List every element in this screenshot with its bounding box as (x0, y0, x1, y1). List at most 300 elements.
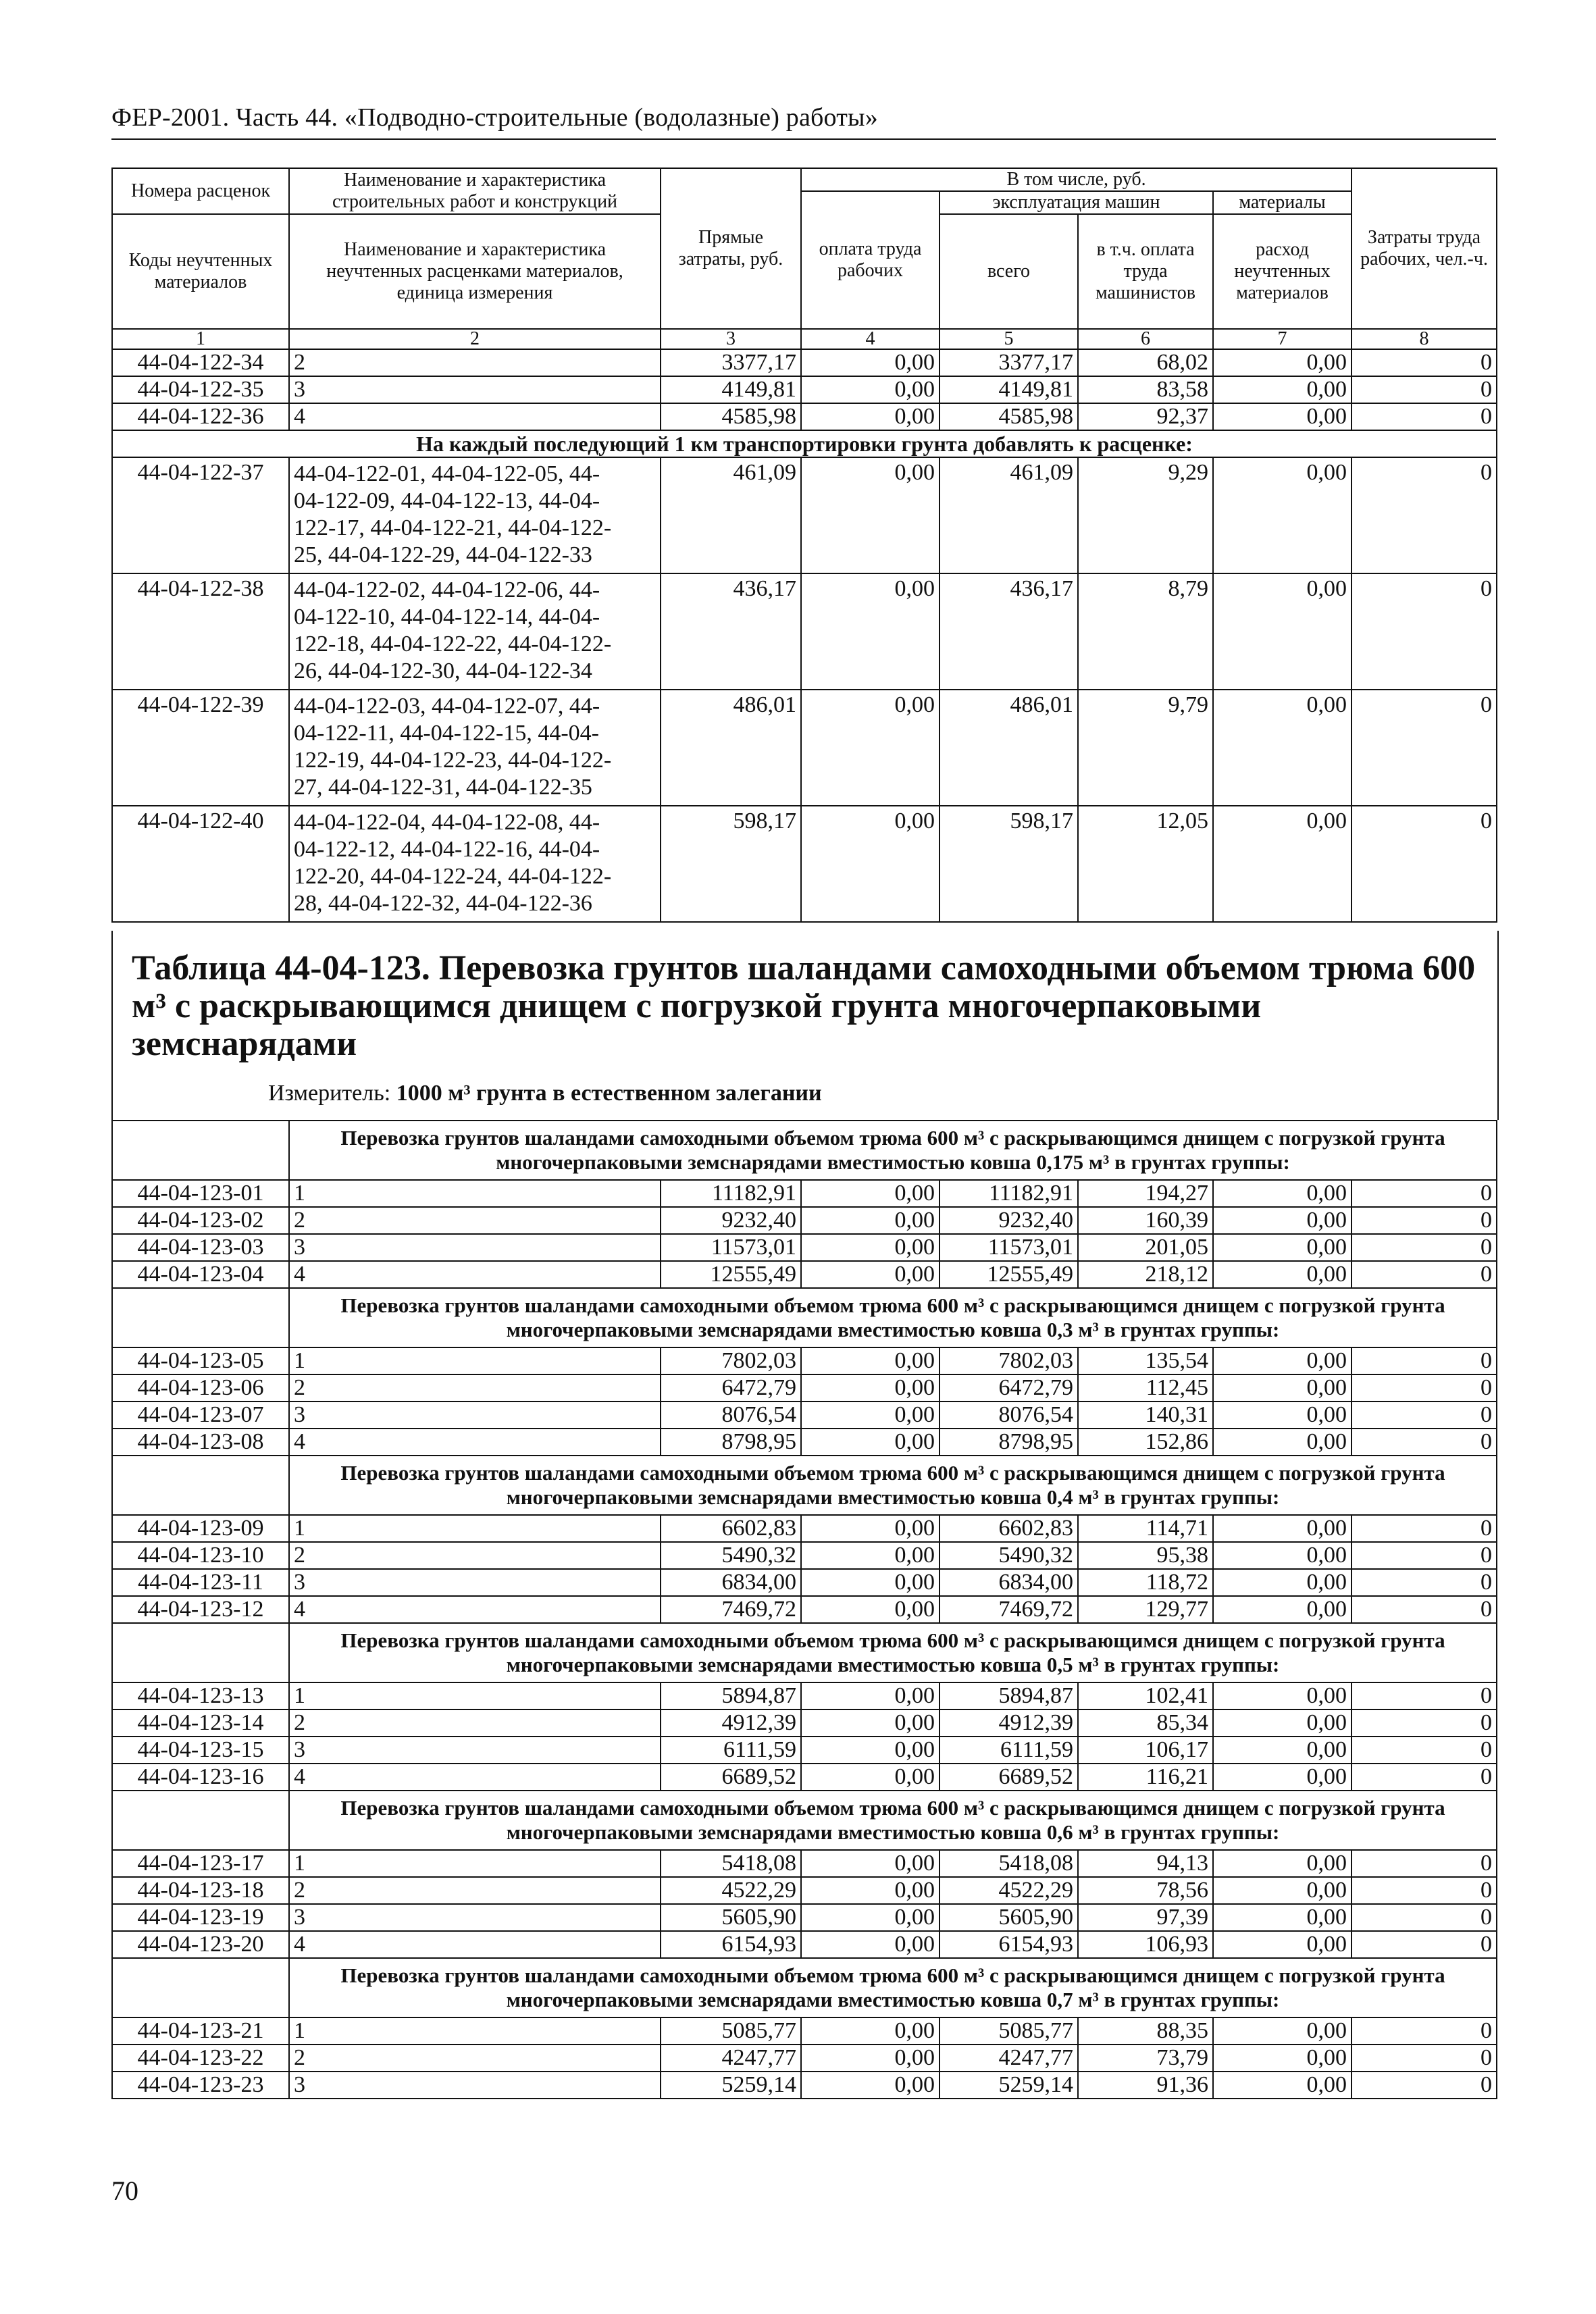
cell-rate-name: 4 (289, 1429, 661, 1456)
table-row (112, 1682, 1497, 1709)
cell-rate-name: 4 (289, 1596, 661, 1623)
cell-labor-pay: 0,00 (801, 2017, 939, 2045)
cell-machines-total: 4522,29 (939, 1877, 1078, 1904)
cell-materials: 0,00 (1213, 1931, 1352, 1958)
cell-rate-code: 44-04-123-04 (112, 1261, 289, 1288)
cell-direct-costs: 7469,72 (661, 1596, 801, 1623)
cell-machines-total: 6472,79 (939, 1374, 1078, 1402)
col-header-machines-total: всего (939, 214, 1078, 329)
table-row (112, 1180, 1497, 1207)
cell-rate-code: 44-04-123-05 (112, 1347, 289, 1374)
cell-labor-pay: 0,00 (801, 1709, 939, 1737)
cell-materials: 0,00 (1213, 1234, 1352, 1261)
cell-machines-total: 7469,72 (939, 1596, 1078, 1623)
cell-labor-pay: 0,00 (801, 457, 939, 573)
cell-materials: 0,00 (1213, 1402, 1352, 1429)
cell-materials: 0,00 (1213, 1261, 1352, 1288)
section-heading: Перевозка грунтов шаландами самоходными объемом трюма 600 м³ с раскрывающимся днищем с погрузкой грунта многочерпаковыми земснарядами вместимостью ковша 0,7 м³ в грунтах группы: (289, 1958, 1497, 2017)
cell-machines-total: 6834,00 (939, 1569, 1078, 1596)
table-body (112, 349, 1497, 922)
cell-machinist-pay: 140,31 (1078, 1402, 1213, 1429)
cell-labor-pay: 0,00 (801, 1374, 939, 1402)
cell-rate-code: 44-04-123-14 (112, 1709, 289, 1737)
section-heading-row (112, 1623, 1497, 1682)
cell-rate-code: 44-04-123-07 (112, 1402, 289, 1429)
cell-materials: 0,00 (1213, 806, 1352, 922)
col-header-machinist-pay: в т.ч. оплата труда машинистов (1078, 214, 1213, 329)
table-row (112, 573, 1497, 690)
cell-rate-code: 44-04-123-09 (112, 1515, 289, 1542)
cell-materials: 0,00 (1213, 1180, 1352, 1207)
cell-labor-hours: 0 (1352, 1737, 1497, 1764)
cell-rate-name: 1 (289, 1850, 661, 1877)
cell-rate-code: 44-04-123-06 (112, 1374, 289, 1402)
section-heading-row (112, 1456, 1497, 1515)
cell-labor-hours: 0 (1352, 403, 1497, 430)
cell-machines-total: 6111,59 (939, 1737, 1078, 1764)
cell-machinist-pay: 114,71 (1078, 1515, 1213, 1542)
table-title (132, 950, 1483, 1063)
cell-rate-name: 2 (289, 1709, 661, 1737)
cell-direct-costs: 11573,01 (661, 1234, 801, 1261)
cell-materials: 0,00 (1213, 1596, 1352, 1623)
table-row (112, 2017, 1497, 2045)
cell-materials: 0,00 (1213, 1374, 1352, 1402)
cell-machines-total: 5259,14 (939, 2072, 1078, 2099)
cell-machines-total: 3377,17 (939, 349, 1078, 376)
cell-labor-pay: 0,00 (801, 1682, 939, 1709)
table-row (112, 1374, 1497, 1402)
section-heading-row (112, 1958, 1497, 2017)
cell-direct-costs: 6154,93 (661, 1931, 801, 1958)
cell-rate-code: 44-04-123-10 (112, 1542, 289, 1569)
cell-materials: 0,00 (1213, 376, 1352, 403)
cell-machinist-pay: 85,34 (1078, 1709, 1213, 1737)
cell-rate-code: 44-04-122-37 (112, 457, 289, 573)
cell-machines-total: 4912,39 (939, 1709, 1078, 1737)
empty-cell (112, 1623, 289, 1682)
cell-labor-hours: 0 (1352, 1569, 1497, 1596)
cell-labor-pay: 0,00 (801, 1402, 939, 1429)
cell-labor-hours: 0 (1352, 1180, 1497, 1207)
cell-direct-costs: 8076,54 (661, 1402, 801, 1429)
cell-labor-pay: 0,00 (801, 1931, 939, 1958)
table-row (112, 806, 1497, 922)
cell-materials: 0,00 (1213, 403, 1352, 430)
cell-rate-code: 44-04-123-23 (112, 2072, 289, 2099)
cell-rate-code: 44-04-123-21 (112, 2017, 289, 2045)
cell-direct-costs: 9232,40 (661, 1207, 801, 1234)
cell-labor-pay: 0,00 (801, 1737, 939, 1764)
cell-labor-pay: 0,00 (801, 1207, 939, 1234)
col-number: 1 (112, 329, 289, 349)
section-heading-row (112, 1791, 1497, 1850)
table-row (112, 1261, 1497, 1288)
col-number: 7 (1213, 329, 1352, 349)
cell-labor-hours: 0 (1352, 1764, 1497, 1791)
cell-rate-name: 3 (289, 1569, 661, 1596)
cell-materials: 0,00 (1213, 1207, 1352, 1234)
measure-value: 1000 м³ грунта в естественном залегании (396, 1081, 822, 1106)
cell-machines-total: 4247,77 (939, 2045, 1078, 2072)
cell-labor-hours: 0 (1352, 1515, 1497, 1542)
cell-labor-pay: 0,00 (801, 376, 939, 403)
table-row (112, 1764, 1497, 1791)
empty-cell (112, 1288, 289, 1347)
cell-materials: 0,00 (1213, 1904, 1352, 1931)
cell-rate-code: 44-04-123-01 (112, 1180, 289, 1207)
cell-machinist-pay: 116,21 (1078, 1764, 1213, 1791)
cell-machinist-pay: 83,58 (1078, 376, 1213, 403)
page-number: 70 (111, 2176, 138, 2206)
cell-materials: 0,00 (1213, 1429, 1352, 1456)
col-number: 2 (289, 329, 661, 349)
section-heading: Перевозка грунтов шаландами самоходными объемом трюма 600 м³ с раскрывающимся днищем с погрузкой грунта многочерпаковыми земснарядами вместимостью ковша 0,175 м³ в грунтах группы: (289, 1121, 1497, 1180)
cell-direct-costs: 3377,17 (661, 349, 801, 376)
table-row (112, 403, 1497, 430)
cell-direct-costs: 6472,79 (661, 1374, 801, 1402)
table-row (112, 1904, 1497, 1931)
header-rule (111, 138, 1496, 140)
cell-machines-total: 5894,87 (939, 1682, 1078, 1709)
cell-rate-code: 44-04-122-35 (112, 376, 289, 403)
cell-rate-code: 44-04-123-03 (112, 1234, 289, 1261)
cell-rate-name: 2 (289, 1374, 661, 1402)
col-header-machines: эксплуатация машин (939, 191, 1213, 214)
empty-cell (112, 1121, 289, 1180)
cell-direct-costs: 5085,77 (661, 2017, 801, 2045)
section-heading: Перевозка грунтов шаландами самоходными объемом трюма 600 м³ с раскрывающимся днищем с погрузкой грунта многочерпаковыми земснарядами вместимостью ковша 0,4 м³ в грунтах группы: (289, 1456, 1497, 1515)
table-header (112, 168, 1497, 349)
cell-labor-hours: 0 (1352, 1596, 1497, 1623)
cell-materials: 0,00 (1213, 1347, 1352, 1374)
cell-materials: 0,00 (1213, 1850, 1352, 1877)
col-header-materials: материалы (1213, 191, 1352, 214)
cell-labor-pay: 0,00 (801, 806, 939, 922)
cell-rate-name: 3 (289, 1904, 661, 1931)
table-row (112, 1877, 1497, 1904)
measure-unit (268, 1081, 822, 1106)
cell-machinist-pay: 94,13 (1078, 1850, 1213, 1877)
col-number: 4 (801, 329, 939, 349)
table-row (112, 1569, 1497, 1596)
cell-machines-total: 5418,08 (939, 1850, 1078, 1877)
cell-rate-code: 44-04-122-38 (112, 573, 289, 690)
cell-rate-name: 2 (289, 1207, 661, 1234)
cell-machinist-pay: 9,79 (1078, 690, 1213, 806)
cell-machinist-pay: 102,41 (1078, 1682, 1213, 1709)
cell-labor-hours: 0 (1352, 376, 1497, 403)
cell-direct-costs: 6111,59 (661, 1737, 801, 1764)
cell-labor-hours: 0 (1352, 1682, 1497, 1709)
cell-labor-pay: 0,00 (801, 1515, 939, 1542)
cell-machines-total: 8798,95 (939, 1429, 1078, 1456)
cell-machinist-pay: 106,93 (1078, 1931, 1213, 1958)
cell-machinist-pay: 9,29 (1078, 457, 1213, 573)
table-row (112, 1931, 1497, 1958)
table-row (112, 2045, 1497, 2072)
cell-direct-costs: 6689,52 (661, 1764, 801, 1791)
cell-labor-pay: 0,00 (801, 573, 939, 690)
col-header-labor-pay: оплата труда рабочих (801, 191, 939, 329)
cell-labor-pay: 0,00 (801, 2045, 939, 2072)
cell-machines-total: 5490,32 (939, 1542, 1078, 1569)
table-title-text: Перевозка грунтов шаландами самоходными объемом трюма 600 м³ с раскрывающимся днищем с погрузкой грунта многочерпаковыми земснарядами (132, 949, 1476, 1063)
cell-rate-code: 44-04-123-08 (112, 1429, 289, 1456)
cell-direct-costs: 4585,98 (661, 403, 801, 430)
cell-machinist-pay: 160,39 (1078, 1207, 1213, 1234)
cell-machines-total: 6602,83 (939, 1515, 1078, 1542)
cell-rate-name: 2 (289, 349, 661, 376)
table-row (112, 1596, 1497, 1623)
cell-direct-costs: 8798,95 (661, 1429, 801, 1456)
cell-rate-code: 44-04-123-15 (112, 1737, 289, 1764)
cell-direct-costs: 6834,00 (661, 1569, 801, 1596)
cell-machines-total: 8076,54 (939, 1402, 1078, 1429)
cell-machines-total: 11573,01 (939, 1234, 1078, 1261)
cell-labor-hours: 0 (1352, 349, 1497, 376)
cell-machines-total: 5605,90 (939, 1904, 1078, 1931)
cell-rate-code: 44-04-122-40 (112, 806, 289, 922)
cell-machines-total: 486,01 (939, 690, 1078, 806)
table-row (112, 2072, 1497, 2099)
cell-machinist-pay: 118,72 (1078, 1569, 1213, 1596)
empty-cell (112, 1958, 289, 2017)
cell-machinist-pay: 68,02 (1078, 349, 1213, 376)
table-row (112, 376, 1497, 403)
rates-table-123 (111, 1120, 1497, 2099)
cell-labor-hours: 0 (1352, 806, 1497, 922)
cell-machinist-pay: 201,05 (1078, 1234, 1213, 1261)
cell-rate-name: 4 (289, 1931, 661, 1958)
cell-labor-hours: 0 (1352, 1850, 1497, 1877)
cell-direct-costs: 4149,81 (661, 376, 801, 403)
note-row (112, 430, 1497, 457)
col-header-labor-costs: Затраты труда рабочих, чел.-ч. (1352, 168, 1497, 329)
col-header-material-codes: Коды неучтенных материалов (112, 214, 289, 329)
running-header: ФЕР-2001. Часть 44. «Подводно-строительные (водолазные) работы» (111, 103, 878, 132)
cell-labor-hours: 0 (1352, 2045, 1497, 2072)
cell-labor-pay: 0,00 (801, 2072, 939, 2099)
section-heading-row (112, 1288, 1497, 1347)
col-number: 3 (661, 329, 801, 349)
cell-rate-name: 3 (289, 1737, 661, 1764)
cell-labor-pay: 0,00 (801, 1850, 939, 1877)
cell-labor-pay: 0,00 (801, 1569, 939, 1596)
cell-direct-costs: 5259,14 (661, 2072, 801, 2099)
transport-note: На каждый последующий 1 км транспортировки грунта добавлять к расценке: (112, 430, 1497, 457)
cell-labor-pay: 0,00 (801, 1234, 939, 1261)
cell-rate-code: 44-04-123-18 (112, 1877, 289, 1904)
table-row (112, 1709, 1497, 1737)
cell-machines-total: 436,17 (939, 573, 1078, 690)
cell-rate-name: 1 (289, 1347, 661, 1374)
cell-materials: 0,00 (1213, 573, 1352, 690)
cell-labor-hours: 0 (1352, 1207, 1497, 1234)
cell-rate-name: 1 (289, 1682, 661, 1709)
cell-machinist-pay: 218,12 (1078, 1261, 1213, 1288)
cell-machines-total: 6689,52 (939, 1764, 1078, 1791)
cell-labor-hours: 0 (1352, 690, 1497, 806)
empty-cell (112, 1791, 289, 1850)
cell-machinist-pay: 135,54 (1078, 1347, 1213, 1374)
table-row (112, 1347, 1497, 1374)
cell-labor-hours: 0 (1352, 1931, 1497, 1958)
col-header-including: В том числе, руб. (801, 168, 1352, 191)
cell-direct-costs: 461,09 (661, 457, 801, 573)
cell-labor-hours: 0 (1352, 2017, 1497, 2045)
table-row (112, 690, 1497, 806)
cell-labor-pay: 0,00 (801, 1904, 939, 1931)
cell-materials: 0,00 (1213, 1542, 1352, 1569)
cell-labor-pay: 0,00 (801, 690, 939, 806)
table-row (112, 349, 1497, 376)
cell-labor-hours: 0 (1352, 1429, 1497, 1456)
cell-labor-hours: 0 (1352, 1904, 1497, 1931)
cell-labor-hours: 0 (1352, 1261, 1497, 1288)
col-header-codes: Номера расценок (112, 168, 289, 214)
cell-machinist-pay: 112,45 (1078, 1374, 1213, 1402)
cell-machinist-pay: 73,79 (1078, 2045, 1213, 2072)
cell-rate-code: 44-04-123-22 (112, 2045, 289, 2072)
cell-rate-name: 4 (289, 1261, 661, 1288)
cell-direct-costs: 6602,83 (661, 1515, 801, 1542)
cell-machinist-pay: 152,86 (1078, 1429, 1213, 1456)
cell-machinist-pay: 129,77 (1078, 1596, 1213, 1623)
section-heading: Перевозка грунтов шаландами самоходными объемом трюма 600 м³ с раскрывающимся днищем с погрузкой грунта многочерпаковыми земснарядами вместимостью ковша 0,5 м³ в грунтах группы: (289, 1623, 1497, 1682)
cell-rate-code: 44-04-122-36 (112, 403, 289, 430)
table-title-block (111, 931, 1499, 1120)
section-heading-row (112, 1121, 1497, 1180)
cell-materials: 0,00 (1213, 1764, 1352, 1791)
cell-direct-costs: 12555,49 (661, 1261, 801, 1288)
cell-machines-total: 598,17 (939, 806, 1078, 922)
cell-machines-total: 11182,91 (939, 1180, 1078, 1207)
cell-rate-name: 2 (289, 2045, 661, 2072)
table-row (112, 1234, 1497, 1261)
cell-labor-pay: 0,00 (801, 1877, 939, 1904)
cell-machinist-pay: 12,05 (1078, 806, 1213, 922)
cell-direct-costs: 4247,77 (661, 2045, 801, 2072)
cell-direct-costs: 5490,32 (661, 1542, 801, 1569)
cell-direct-costs: 598,17 (661, 806, 801, 922)
cell-machinist-pay: 92,37 (1078, 403, 1213, 430)
measure-label: Измеритель: (268, 1081, 391, 1106)
cell-direct-costs: 7802,03 (661, 1347, 801, 1374)
cell-machines-total: 12555,49 (939, 1261, 1078, 1288)
section-heading: Перевозка грунтов шаландами самоходными объемом трюма 600 м³ с раскрывающимся днищем с погрузкой грунта многочерпаковыми земснарядами вместимостью ковша 0,6 м³ в грунтах группы: (289, 1791, 1497, 1850)
cell-direct-costs: 4522,29 (661, 1877, 801, 1904)
cell-rate-code: 44-04-123-17 (112, 1850, 289, 1877)
cell-direct-costs: 5894,87 (661, 1682, 801, 1709)
cell-rate-name: 1 (289, 2017, 661, 2045)
cell-direct-costs: 5418,08 (661, 1850, 801, 1877)
cell-rate-code: 44-04-122-34 (112, 349, 289, 376)
cell-rate-name: 1 (289, 1515, 661, 1542)
rates-table-122 (111, 168, 1497, 923)
cell-materials: 0,00 (1213, 457, 1352, 573)
cell-materials: 0,00 (1213, 1709, 1352, 1737)
cell-materials: 0,00 (1213, 1737, 1352, 1764)
cell-direct-costs: 11182,91 (661, 1180, 801, 1207)
cell-labor-hours: 0 (1352, 573, 1497, 690)
table-row (112, 1542, 1497, 1569)
cell-machinist-pay: 194,27 (1078, 1180, 1213, 1207)
cell-materials: 0,00 (1213, 1877, 1352, 1904)
cell-rate-name: 3 (289, 1234, 661, 1261)
cell-rate-name: 44-04-122-02, 44-04-122-06, 44- 04-122-10, 44-04-122-14, 44-04- 122-18, 44-04-122-22, 44-04-122- 26, 44-04-122-30, 44-04-122-34 (289, 573, 661, 690)
table-row (112, 1207, 1497, 1234)
table-number: Таблица 44-04-123. (132, 949, 430, 987)
cell-direct-costs: 486,01 (661, 690, 801, 806)
cell-machines-total: 4585,98 (939, 403, 1078, 430)
cell-labor-hours: 0 (1352, 457, 1497, 573)
cell-rate-code: 44-04-123-19 (112, 1904, 289, 1931)
cell-rate-code: 44-04-122-39 (112, 690, 289, 806)
cell-machinist-pay: 97,39 (1078, 1904, 1213, 1931)
cell-labor-hours: 0 (1352, 1234, 1497, 1261)
cell-machines-total: 4149,81 (939, 376, 1078, 403)
cell-machinist-pay: 8,79 (1078, 573, 1213, 690)
cell-machinist-pay: 88,35 (1078, 2017, 1213, 2045)
cell-machines-total: 9232,40 (939, 1207, 1078, 1234)
cell-materials: 0,00 (1213, 1682, 1352, 1709)
cell-materials: 0,00 (1213, 1515, 1352, 1542)
cell-labor-hours: 0 (1352, 2072, 1497, 2099)
cell-labor-pay: 0,00 (801, 403, 939, 430)
cell-rate-code: 44-04-123-12 (112, 1596, 289, 1623)
cell-direct-costs: 5605,90 (661, 1904, 801, 1931)
cell-materials: 0,00 (1213, 2017, 1352, 2045)
col-number: 8 (1352, 329, 1497, 349)
cell-labor-hours: 0 (1352, 1374, 1497, 1402)
cell-rate-name: 4 (289, 1764, 661, 1791)
cell-labor-pay: 0,00 (801, 1542, 939, 1569)
cell-labor-pay: 0,00 (801, 1261, 939, 1288)
table-row (112, 457, 1497, 573)
cell-rate-name: 3 (289, 2072, 661, 2099)
section-heading: Перевозка грунтов шаландами самоходными объемом трюма 600 м³ с раскрывающимся днищем с погрузкой грунта многочерпаковыми земснарядами вместимостью ковша 0,3 м³ в грунтах группы: (289, 1288, 1497, 1347)
cell-machines-total: 6154,93 (939, 1931, 1078, 1958)
table-row (112, 1429, 1497, 1456)
cell-rate-code: 44-04-123-11 (112, 1569, 289, 1596)
cell-machines-total: 7802,03 (939, 1347, 1078, 1374)
cell-materials: 0,00 (1213, 2072, 1352, 2099)
cell-rate-name: 3 (289, 1402, 661, 1429)
col-header-direct-costs: Прямые затраты, руб. (661, 168, 801, 329)
cell-rate-name: 1 (289, 1180, 661, 1207)
cell-rate-name: 4 (289, 403, 661, 430)
cell-labor-pay: 0,00 (801, 1429, 939, 1456)
cell-direct-costs: 4912,39 (661, 1709, 801, 1737)
cell-labor-pay: 0,00 (801, 1180, 939, 1207)
cell-labor-hours: 0 (1352, 1347, 1497, 1374)
cell-labor-hours: 0 (1352, 1542, 1497, 1569)
cell-rate-code: 44-04-123-16 (112, 1764, 289, 1791)
table-row (112, 1850, 1497, 1877)
cell-rate-name: 3 (289, 376, 661, 403)
cell-rate-name: 44-04-122-04, 44-04-122-08, 44- 04-122-12, 44-04-122-16, 44-04- 122-20, 44-04-122-24, 44-04-122- 28, 44-04-122-32, 44-04-122-36 (289, 806, 661, 922)
cell-labor-pay: 0,00 (801, 1596, 939, 1623)
cell-materials: 0,00 (1213, 1569, 1352, 1596)
cell-rate-name: 44-04-122-01, 44-04-122-05, 44- 04-122-09, 44-04-122-13, 44-04- 122-17, 44-04-122-21, 44-04-122- 25, 44-04-122-29, 44-04-122-33 (289, 457, 661, 573)
cell-machines-total: 461,09 (939, 457, 1078, 573)
cell-rate-name: 44-04-122-03, 44-04-122-07, 44- 04-122-11, 44-04-122-15, 44-04- 122-19, 44-04-122-23, 44-04-122- 27, 44-04-122-31, 44-04-122-35 (289, 690, 661, 806)
cell-labor-pay: 0,00 (801, 1347, 939, 1374)
table-row (112, 1402, 1497, 1429)
table-row (112, 1515, 1497, 1542)
cell-rate-name: 2 (289, 1542, 661, 1569)
